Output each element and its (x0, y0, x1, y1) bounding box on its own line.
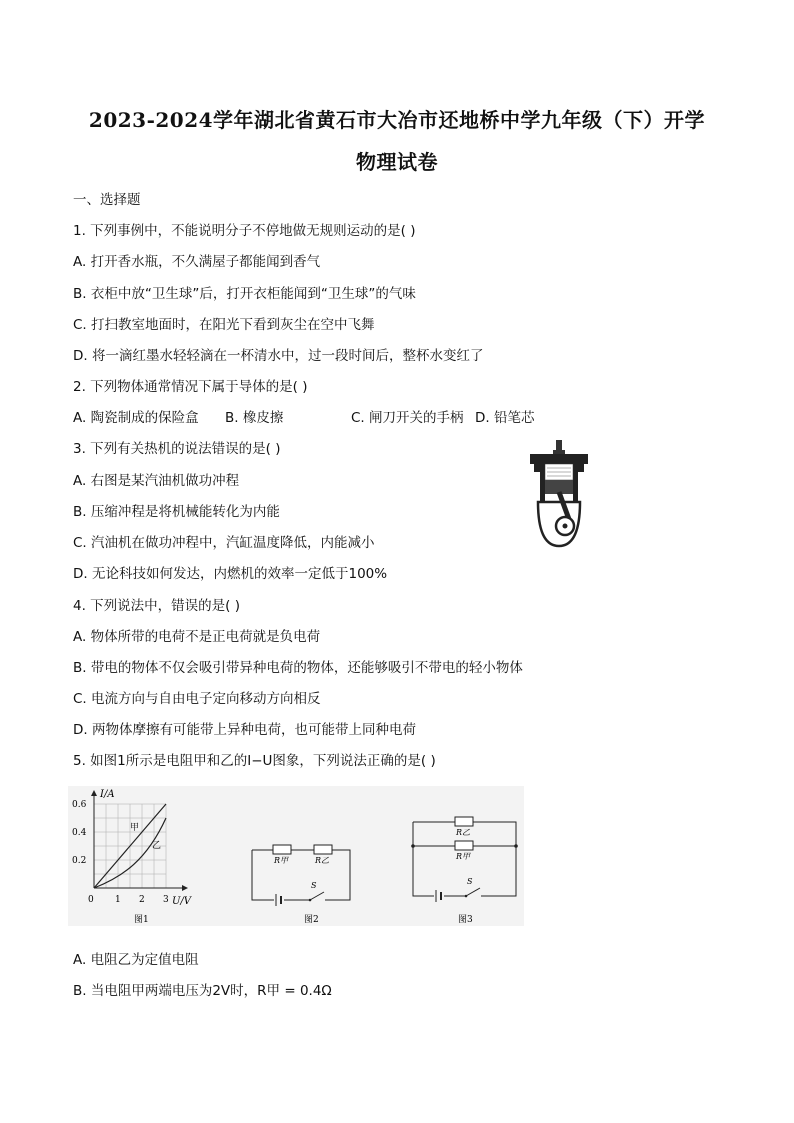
fig2-caption: 图2 (304, 915, 319, 925)
figures-panel (68, 786, 524, 926)
q1-option-d: D. 将一滴红墨水轻轻滴在一杯清水中，过一段时间后，整杯水变红了 (73, 348, 484, 364)
resistor-yi-label: R乙 (456, 828, 471, 837)
x-axis-label: U/V (172, 896, 192, 907)
resistor-yi (314, 845, 332, 854)
q3-stem: 3. 下列有关热机的说法错误的是( ) (73, 441, 281, 457)
x-tick-label: 0 (88, 895, 94, 905)
engine-illustration (520, 438, 598, 550)
switch-label: S (467, 877, 473, 886)
q1-stem: 1. 下列事例中，不能说明分子不停地做无规则运动的是( ) (73, 223, 416, 239)
y-tick-label: 0.6 (72, 800, 87, 810)
section-heading: 一、选择题 (73, 192, 141, 208)
series-yi-label: 乙 (152, 841, 162, 851)
resistor-jia-label: R甲 (456, 852, 471, 861)
resistor-jia-label: R甲 (274, 856, 289, 865)
q1-option-c: C. 打扫教室地面时，在阳光下看到灰尘在空中飞舞 (73, 317, 375, 333)
q2-options (73, 406, 534, 426)
q2-option-d: D. 铅笔芯 (475, 410, 535, 426)
q2-stem: 2. 下列物体通常情况下属于导体的是( ) (73, 379, 308, 395)
fig3-caption: 图3 (458, 915, 473, 925)
fig1-caption: 图1 (134, 915, 149, 925)
q5-stem: 5. 如图1所示是电阻甲和乙的I−U图象，下列说法正确的是( ) (73, 753, 436, 769)
q5-option-a: A. 电阻乙为定值电阻 (73, 952, 199, 968)
page-title-line1: 2023-2024学年湖北省黄石市大冶市还地桥中学九年级（下）开学 (88, 108, 706, 132)
y-axis-label: I/A (100, 789, 115, 800)
resistor-yi (455, 817, 473, 826)
q2-option-c: C. 闸刀开关的手柄 (351, 410, 464, 426)
y-tick-label: 0.2 (72, 856, 87, 866)
x-tick-label: 2 (139, 895, 145, 905)
q1-option-a: A. 打开香水瓶，不久满屋子都能闻到香气 (73, 254, 321, 270)
q4-option-a: A. 物体所带的电荷不是正电荷就是负电荷 (73, 629, 321, 645)
resistor-jia (273, 845, 291, 854)
q4-option-d: D. 两物体摩擦有可能带上异种电荷，也可能带上同种电荷 (73, 722, 416, 738)
q3-option-a: A. 右图是某汽油机做功冲程 (73, 473, 240, 489)
q4-option-c: C. 电流方向与自由电子定向移动方向相反 (73, 691, 321, 707)
q3-option-d: D. 无论科技如何发达，内燃机的效率一定低于100% (73, 566, 388, 582)
page-title-line2: 物理试卷 (356, 150, 438, 174)
q4-stem: 4. 下列说法中，错误的是( ) (73, 598, 240, 614)
q3-option-b: B. 压缩冲程是将机械能转化为内能 (73, 504, 280, 520)
series-jia-label: 甲 (130, 823, 140, 833)
q3-option-c: C. 汽油机在做功冲程中，汽缸温度降低，内能减小 (73, 535, 375, 551)
resistor-yi-label: R乙 (315, 856, 330, 865)
x-tick-label: 1 (115, 895, 121, 905)
q5-option-b: B. 当电阻甲两端电压为2V时，R甲 = 0.4Ω (73, 983, 332, 999)
q2-option-b: B. 橡皮擦 (225, 410, 284, 426)
q1-option-b: B. 衣柜中放“卫生球”后，打开衣柜能闻到“卫生球”的气味 (73, 286, 416, 302)
x-tick-label: 3 (163, 895, 169, 905)
y-tick-label: 0.4 (72, 828, 87, 838)
switch-label: S (311, 881, 317, 890)
resistor-jia (455, 841, 473, 850)
q2-option-a: A. 陶瓷制成的保险盒 (73, 410, 199, 426)
q4-option-b: B. 带电的物体不仅会吸引带异种电荷的物体，还能够吸引不带电的轻小物体 (73, 660, 523, 676)
